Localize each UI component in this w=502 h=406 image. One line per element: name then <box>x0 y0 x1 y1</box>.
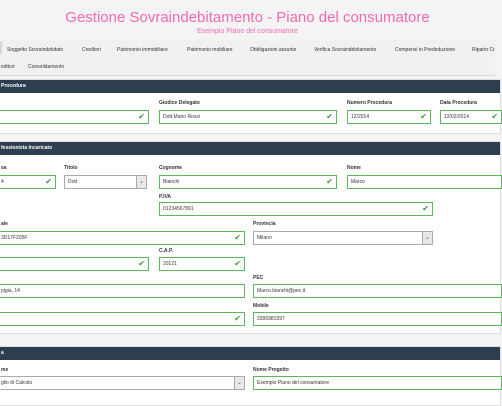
numero-field[interactable] <box>347 110 431 124</box>
check-icon: ✔ <box>491 112 498 121</box>
ricorso-header: a <box>0 347 500 360</box>
giudice-field[interactable] <box>159 110 337 124</box>
tab-verifica[interactable]: Verifica Sovraindebitamento <box>314 47 377 53</box>
tab-creditori-cont[interactable]: editori <box>1 64 15 70</box>
professionista-header: fessionista Incaricato <box>0 142 500 155</box>
check-icon: ✔ <box>138 112 145 121</box>
tab-obbligazioni[interactable]: Obbligazioni assunte <box>250 47 297 53</box>
chevron-down-icon: ⌄ <box>422 232 432 244</box>
nome-progetto-field[interactable] <box>253 376 502 390</box>
check-icon: ✔ <box>234 314 241 323</box>
data-value: 12/02/2014 <box>444 114 470 120</box>
chevron-down-icon: ⌄ <box>234 377 244 389</box>
pec-label: PEC <box>253 275 264 281</box>
check-icon: ✔ <box>420 112 427 121</box>
citta-field[interactable] <box>0 257 149 271</box>
nome-progetto-value: Esempio Piano del consumatore <box>257 380 329 386</box>
provincia-value: Milano <box>257 235 272 241</box>
cognome-field[interactable] <box>159 175 337 189</box>
piva-field[interactable] <box>159 202 433 216</box>
procedura-header: Procedura <box>0 80 500 93</box>
check-icon: ✔ <box>138 259 145 268</box>
cap-label: C.A.P. <box>159 248 174 254</box>
sesso-field[interactable] <box>0 175 56 189</box>
tab-compensi[interactable]: Compensi in Prededuzione <box>395 47 456 53</box>
check-icon: ✔ <box>422 204 429 213</box>
tribunale-field[interactable] <box>0 110 149 124</box>
numero-value: 12/2014 <box>351 114 370 120</box>
check-icon: ✔ <box>45 177 52 186</box>
provincia-select[interactable] <box>253 231 433 245</box>
tab-soggetto[interactable]: Soggetto Sovraindebitato <box>7 47 64 53</box>
ricorso-panel <box>0 346 501 406</box>
procedura-panel <box>0 79 501 134</box>
piva-value: 01234567891 <box>163 206 194 212</box>
nome-label: Nome <box>347 165 361 171</box>
data-label: Data Procedura <box>440 100 477 106</box>
modello-value: glio di Calcolo <box>1 380 33 386</box>
chevron-down-icon: ⌄ <box>136 176 146 188</box>
numero-label: Numero Procedura <box>347 100 393 106</box>
tab-consolidamento[interactable]: Consolidamento <box>28 64 65 70</box>
check-icon: ✔ <box>326 177 333 186</box>
sesso-value: 4 <box>1 179 4 185</box>
data-field[interactable] <box>440 110 502 124</box>
cf-field[interactable] <box>0 231 245 245</box>
mobile-value: 3395981597 <box>257 316 285 322</box>
check-icon: ✔ <box>326 112 333 121</box>
cf-label: ale <box>1 221 8 227</box>
mobile-field[interactable] <box>253 312 502 326</box>
nome-field[interactable] <box>347 175 502 189</box>
cap-value: 20121 <box>163 261 177 267</box>
cognome-value: Bianchi <box>163 179 180 185</box>
cognome-label: Cognome <box>159 165 183 171</box>
nome-value: Marco <box>351 179 365 185</box>
check-icon: ✔ <box>234 259 241 268</box>
tab-patrimonio-mobiliare[interactable]: Patrimonio mobiliare <box>187 47 233 53</box>
titolo-value: Dott <box>68 179 78 185</box>
professionista-panel <box>0 141 501 334</box>
giudice-label: Giudice Delegato <box>159 100 200 106</box>
titolo-select[interactable] <box>64 175 147 189</box>
mobile-label: Mobile <box>253 303 269 309</box>
indirizzo-field[interactable] <box>0 284 245 298</box>
pec-field[interactable] <box>253 284 502 298</box>
titolo-label: Titolo <box>64 165 78 171</box>
modello-label: me <box>1 367 9 373</box>
tab-creditori[interactable]: Creditori <box>82 47 101 53</box>
giudice-value: Dott.Mario Rossi <box>163 114 200 120</box>
tab-bar <box>0 40 495 76</box>
telefono-field[interactable] <box>0 312 245 326</box>
tab-riparto[interactable]: Riparto Cr <box>472 47 495 53</box>
page-subtitle: Esempio Piano del consumatore <box>197 28 298 35</box>
piva-label: P.IVA <box>159 194 172 200</box>
pec-value: Marco.bianchi@pec.it <box>257 288 306 294</box>
page-title: Gestione Sovraindebitamento - Piano del consumatore <box>65 9 430 26</box>
tab-patrimonio-immobiliare[interactable]: Patrimonio immobiliare <box>117 47 168 53</box>
provincia-label: Provincia <box>253 221 276 227</box>
check-icon: ✔ <box>234 233 241 242</box>
indirizzo-value: pigia, 14 <box>1 288 20 294</box>
cf-value: 3D17F205F <box>1 235 28 241</box>
sesso-label: sa <box>1 165 7 171</box>
modello-select[interactable] <box>0 376 245 390</box>
cap-field[interactable] <box>159 257 245 271</box>
nome-progetto-label: Nome Progetto <box>253 367 289 373</box>
